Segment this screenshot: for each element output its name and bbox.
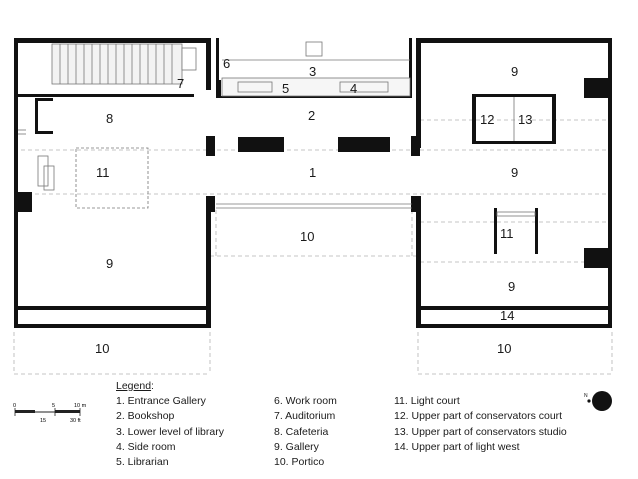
legend-item: 4. Side room: [116, 440, 176, 453]
room-label: 9: [511, 64, 519, 79]
room-label: 3: [309, 64, 317, 79]
legend-item: 2. Bookshop: [116, 410, 175, 423]
legend-item: 13. Upper part of conservators studio: [394, 425, 567, 438]
legend-item: 11. Light court: [394, 395, 460, 408]
detail-lines: [18, 42, 535, 216]
legend-item: 10. Portico: [274, 455, 325, 468]
legend-column-2: [274, 394, 337, 470]
scale-label-30ft: 30 ft: [70, 418, 81, 424]
room-label: 11: [500, 226, 514, 241]
room-label: 2: [308, 108, 316, 123]
room-label: 10: [95, 341, 110, 356]
legend-item: 1. Entrance Gallery: [116, 395, 206, 408]
scale-label-15ft: 15: [40, 418, 47, 424]
legend-item: 12. Upper part of conservators court: [394, 410, 563, 423]
legend-item: 7. Auditorium: [274, 410, 336, 423]
room-labels: [95, 56, 532, 356]
room-label: 10: [497, 341, 512, 356]
legend-item: 14. Upper part of light west: [394, 440, 520, 453]
legend-column-3: [394, 394, 567, 455]
portico-dashed-lines: [14, 120, 612, 374]
legend: [116, 379, 567, 474]
legend-item: 3. Lower level of library: [116, 425, 224, 438]
room-label: 8: [106, 111, 114, 126]
legend-item: 6. Work room: [274, 395, 337, 408]
legend-title: Legend: [116, 380, 152, 392]
room-label: 9: [106, 256, 114, 271]
room-label: 10: [300, 229, 315, 244]
legend-item: 5. Librarian: [116, 455, 169, 468]
room-label: 1: [309, 165, 317, 180]
room-label: 7: [177, 76, 185, 91]
room-label: 6: [223, 56, 231, 71]
room-label: 12: [480, 112, 495, 127]
scale-bar: [12, 400, 92, 430]
legend-column-1: [116, 394, 224, 470]
room-label: 11: [96, 165, 110, 180]
room-label: 5: [282, 81, 290, 96]
room-label: 9: [508, 279, 516, 294]
legend-header: [116, 379, 154, 394]
legend-item: 8. Cafeteria: [274, 425, 329, 438]
legend-item: 9. Gallery: [274, 440, 319, 453]
scale-label-0: 0: [13, 403, 17, 409]
room-label: 9: [511, 165, 519, 180]
north-arrow-icon: [582, 388, 614, 414]
scale-label-5: 5: [52, 403, 56, 409]
room-label: 14: [500, 308, 515, 323]
north-label: N: [584, 393, 588, 399]
room-label: 4: [350, 81, 358, 96]
legend-title-colon: :: [151, 380, 154, 392]
scale-label-10m: 10 m: [74, 403, 87, 409]
room-label: 13: [518, 112, 533, 127]
